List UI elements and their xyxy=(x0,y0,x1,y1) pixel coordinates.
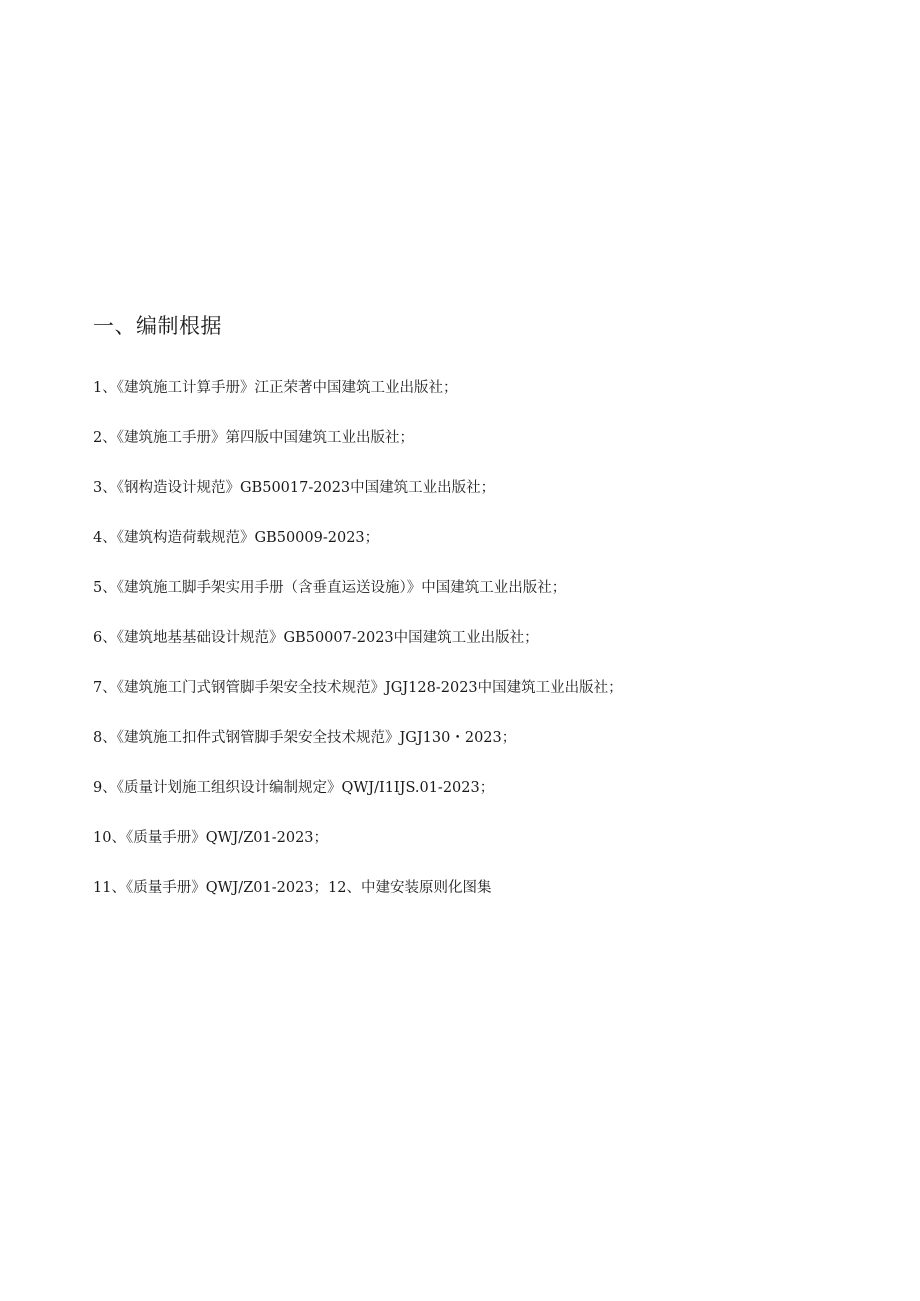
reference-item: 8、《建筑施工扣件式钢管脚手架安全技术规范》JGJ130・2023； xyxy=(93,730,517,746)
reference-item: 3、《钢构造设计规范》GB50017-2023中国建筑工业出版社； xyxy=(93,480,496,496)
reference-item: 2、《建筑施工手册》第四版中国建筑工业出版社； xyxy=(93,430,414,446)
reference-item: 6、《建筑地基基础设计规范》GB50007-2023中国建筑工业出版社； xyxy=(93,630,539,646)
reference-item: 10、《质量手册》QWJ/Z01-2023； xyxy=(93,830,329,846)
section-heading: 一、编制根据 xyxy=(93,314,222,338)
reference-item: 4、《建筑构造荷载规范》GB50009-2023； xyxy=(93,530,380,546)
reference-item: 5、《建筑施工脚手架实用手册（含垂直运送设施）》中国建筑工业出版社； xyxy=(93,580,567,596)
reference-item: 9、《质量计划施工组织设计编制规定》QWJ/I1IJS.01-2023； xyxy=(93,780,495,796)
reference-item: 1、《建筑施工计算手册》江正荣著中国建筑工业出版社； xyxy=(93,380,458,396)
reference-item: 11、《质量手册》QWJ/Z01-2023；12、中建安装原则化图集 xyxy=(93,880,492,896)
reference-list xyxy=(93,377,623,927)
reference-item: 7、《建筑施工门式钢管脚手架安全技术规范》JGJ128-2023中国建筑工业出版社； xyxy=(93,680,623,696)
